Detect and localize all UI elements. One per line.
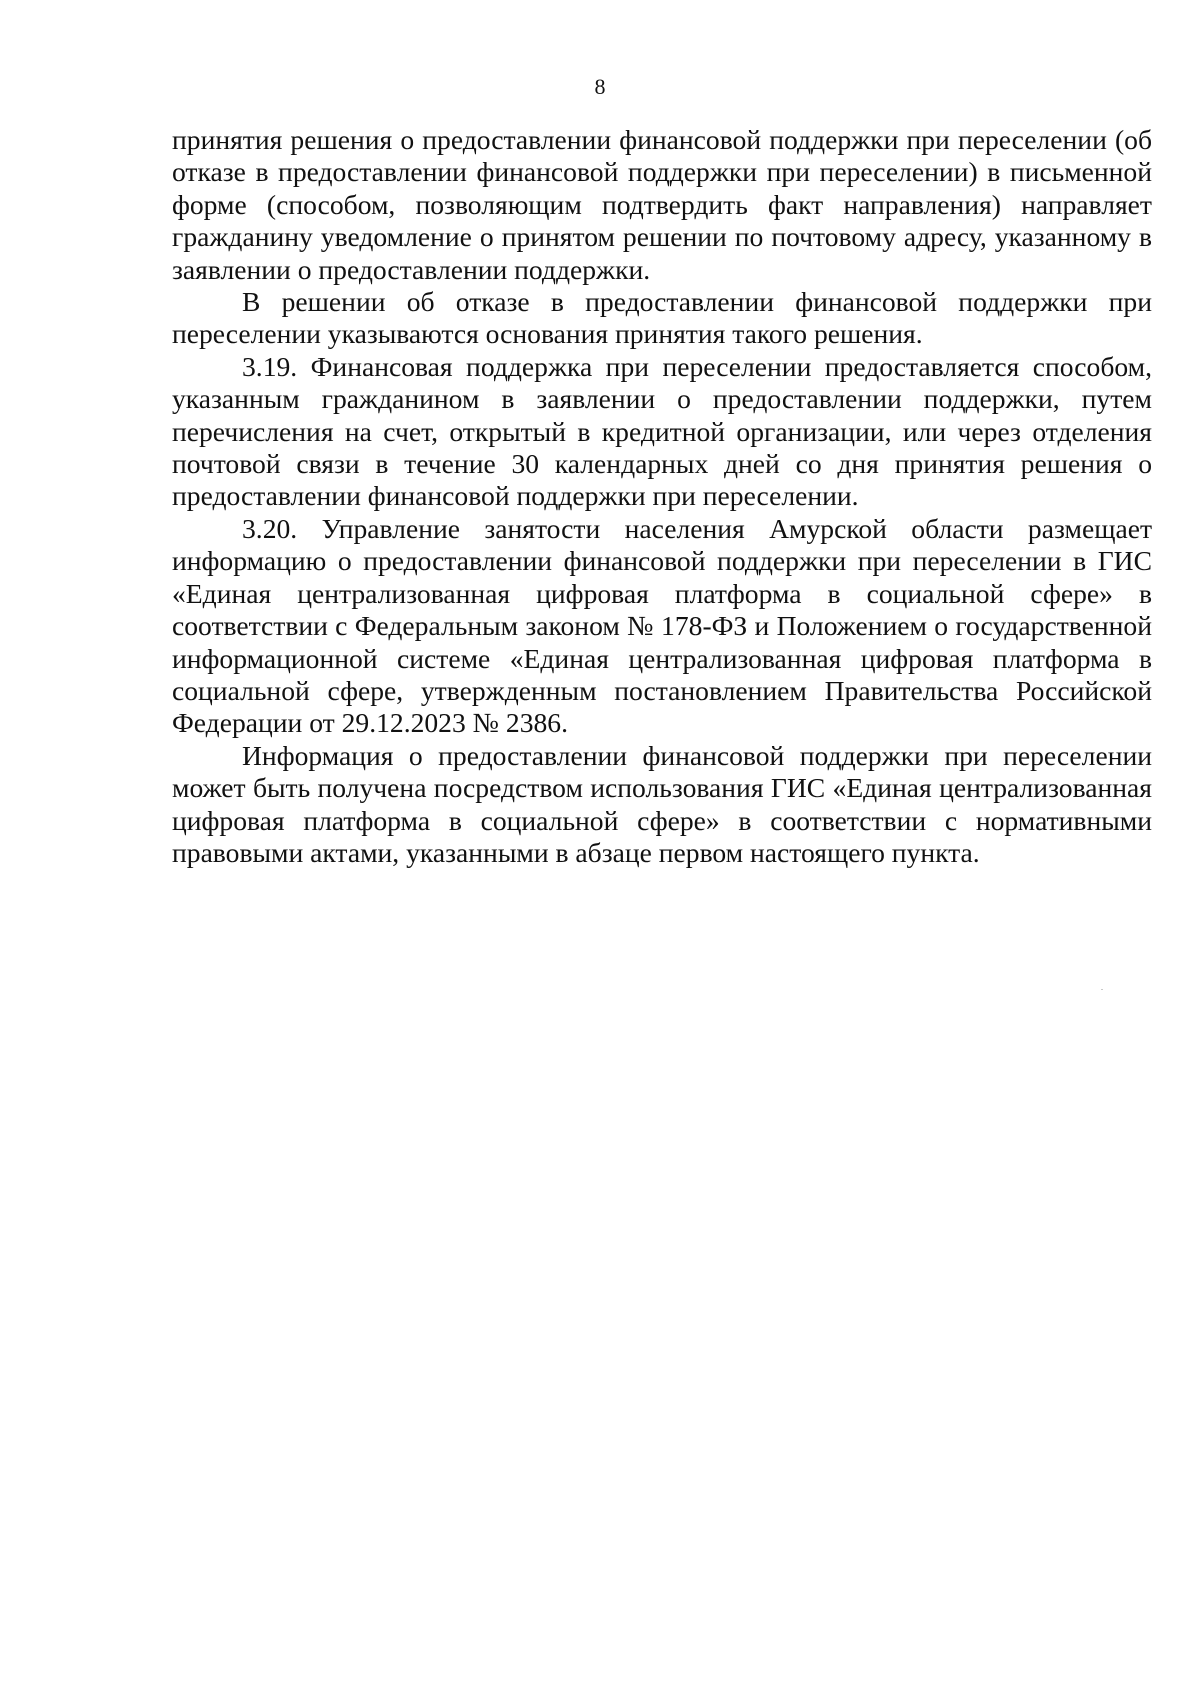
paragraph-3-19: 3.19. Финансовая поддержка при переселении предоставляется способом, указанным гражданином в заявлении о предоставлении поддержки, путем перечисления на счет, открытый в кредитной организации, или через отделения почтовой связи в течение 30 календарных дней со дня принятия решения о предоставлении финансовой поддержки при переселении.	[172, 350, 1152, 512]
paragraph-refusal-grounds: В решении об отказе в предоставлении финансовой поддержки при переселении указываются основания принятия такого решения.	[172, 286, 1152, 350]
page-number: 8	[594, 74, 606, 99]
paragraph-3-20: 3.20. Управление занятости населения Амурской области размещает информацию о предоставлении финансовой поддержки при переселении в ГИС «Единая централизованная цифровая платформа в социальной сфере» в соответствии с Федеральным законом № 178-ФЗ и Положением о государственной информационной системе «Единая централизованная цифровая платформа в социальной сфере, утвержденным постановлением Правительства Российской Федерации от 29.12.2023 № 2386.	[172, 512, 1152, 739]
paragraph-information-access: Информация о предоставлении финансовой поддержки при переселении может быть получена посредством использования ГИС «Единая централизованная цифровая платформа в социальной сфере» в соответствии с нормативными правовыми актами, указанными в абзаце первом настоящего пункта.	[172, 739, 1152, 868]
document-body	[172, 124, 1152, 869]
paragraph-continuation: принятия решения о предоставлении финансовой поддержки при переселении (об отказе в предоставлении финансовой поддержки при переселении) в письменной форме (способом, позволяющим подтвердить факт направления) направляет гражданину уведомление о принятом решении по почтовому адресу, указанному в заявлении о предоставлении поддержки.	[172, 124, 1152, 285]
scan-speck	[1101, 989, 1103, 990]
